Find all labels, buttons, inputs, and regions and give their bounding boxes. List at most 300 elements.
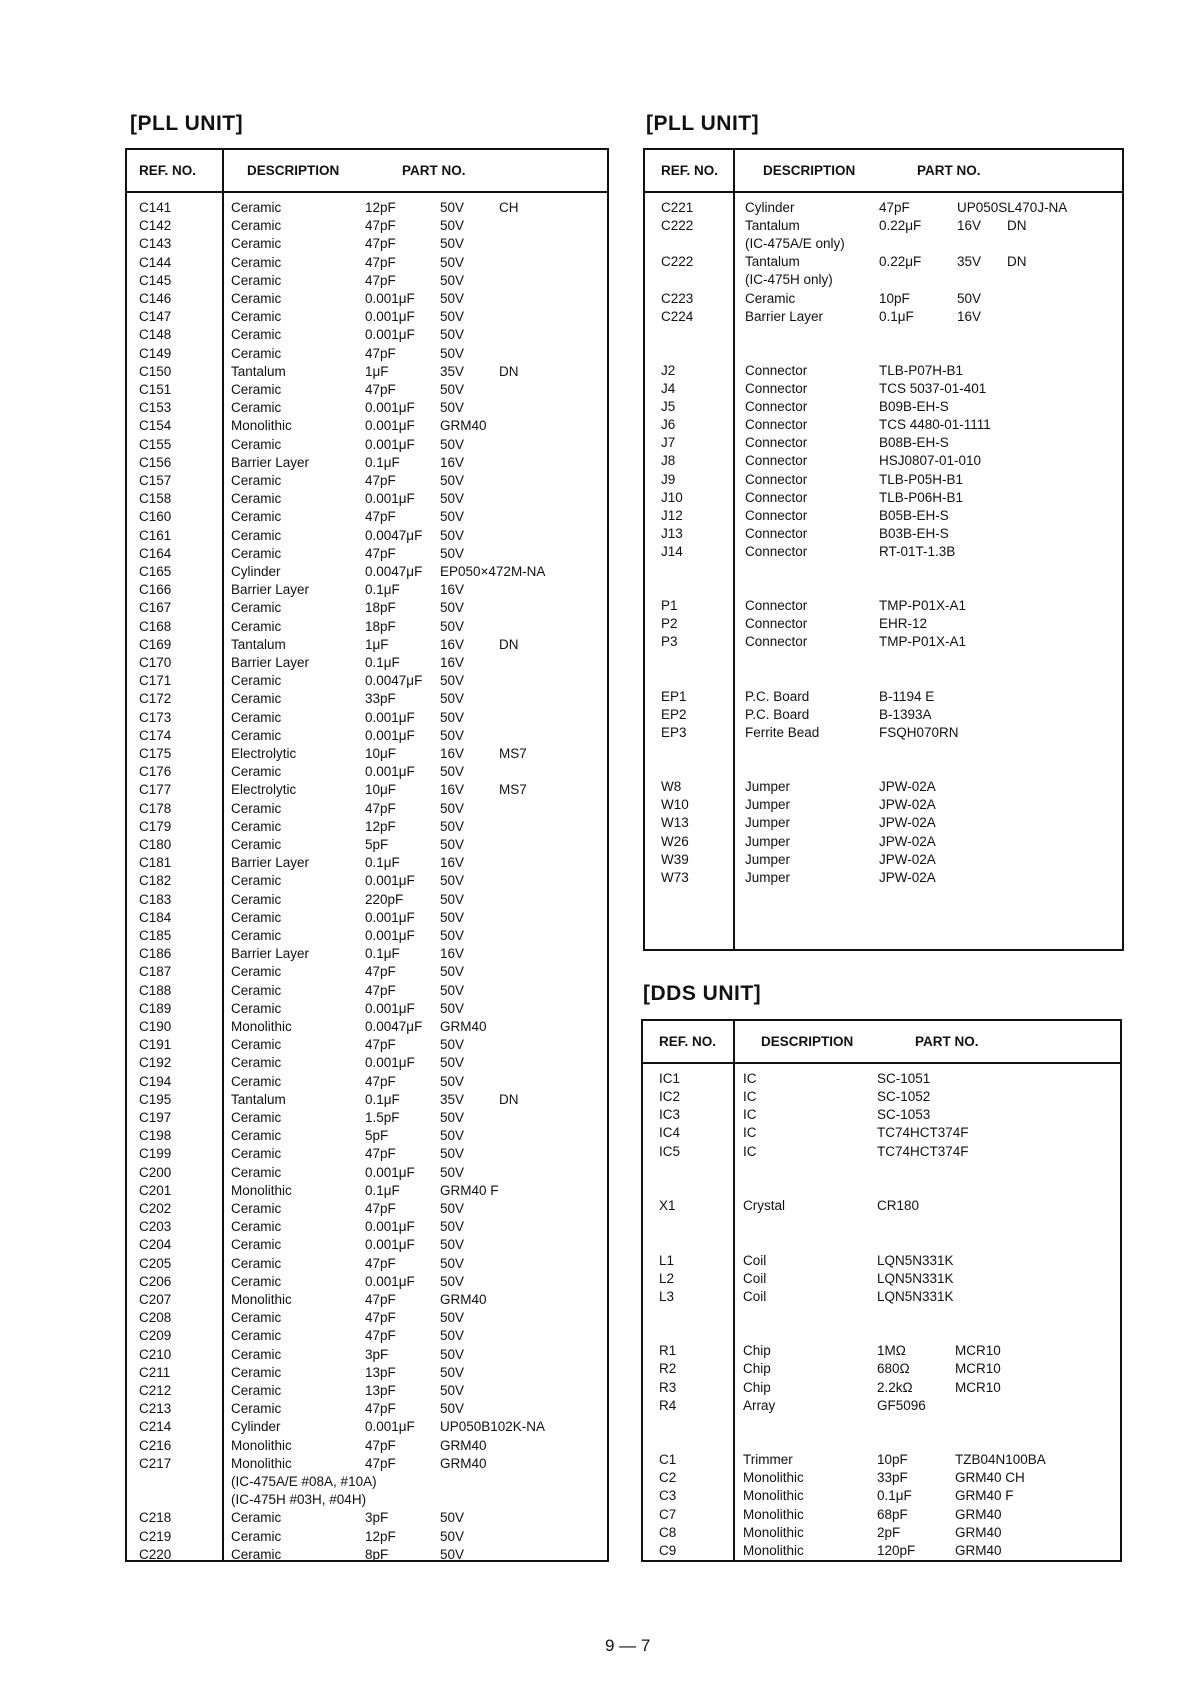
rating-cell: 16V bbox=[440, 655, 465, 670]
value-cell: 2pF bbox=[877, 1524, 901, 1540]
table-row bbox=[127, 1001, 607, 1019]
table-header bbox=[643, 1021, 1120, 1064]
table-row bbox=[127, 1328, 607, 1346]
rating-cell: 50V bbox=[440, 964, 465, 980]
ref-no-cell: C160 bbox=[139, 509, 172, 525]
value-cell: 1.5pF bbox=[365, 1110, 400, 1125]
ref-no-cell: C148 bbox=[139, 327, 172, 343]
ref-no-cell: C153 bbox=[139, 400, 172, 416]
table-row bbox=[127, 1165, 607, 1183]
rating-cell: 50V bbox=[440, 382, 465, 397]
ref-no-header: REF. NO. bbox=[661, 163, 719, 178]
value-cell: 10μF bbox=[365, 746, 397, 761]
rating-cell: MCR10 bbox=[955, 1343, 1001, 1359]
table-row bbox=[645, 761, 1122, 779]
ref-no-cell: C216 bbox=[139, 1437, 172, 1453]
description-cell: Ceramic bbox=[231, 1328, 282, 1344]
rating-cell: 16V bbox=[440, 636, 465, 652]
rating-cell: 50V bbox=[440, 818, 465, 834]
value-cell: LQN5N331K bbox=[877, 1252, 954, 1268]
description-cell: Ceramic bbox=[231, 345, 282, 361]
rating-cell: 50V bbox=[440, 1128, 465, 1144]
ref-no-cell: J8 bbox=[661, 453, 676, 469]
table-row bbox=[645, 653, 1122, 671]
description-cell: Ceramic bbox=[231, 1346, 282, 1362]
table-row bbox=[127, 1401, 607, 1419]
ref-no-cell: C197 bbox=[139, 1110, 172, 1125]
value-cell: 1μF bbox=[365, 636, 389, 652]
table-row bbox=[127, 200, 607, 218]
rating-cell: 50V bbox=[957, 290, 982, 306]
description-cell: Ceramic bbox=[231, 600, 282, 616]
table-row bbox=[645, 852, 1122, 870]
value-cell: 5pF bbox=[365, 1128, 389, 1144]
ref-no-cell: J14 bbox=[661, 543, 683, 559]
ref-no-cell: C157 bbox=[139, 473, 172, 488]
value-cell: 1MΩ bbox=[877, 1343, 906, 1359]
table-row bbox=[127, 673, 607, 691]
table-row bbox=[127, 1492, 607, 1510]
description-cell: Connector bbox=[745, 399, 808, 415]
description-cell: Ceramic bbox=[231, 1528, 282, 1544]
table-row bbox=[127, 1274, 607, 1292]
description-cell: Ceramic bbox=[231, 1037, 282, 1053]
value-cell: 47pF bbox=[365, 218, 396, 234]
description-cell: (IC-475A/E only) bbox=[745, 236, 845, 252]
ref-no-cell: C2 bbox=[659, 1470, 677, 1486]
description-cell: Ceramic bbox=[231, 527, 282, 543]
table-row bbox=[643, 1507, 1120, 1525]
value-cell: 0.001μF bbox=[365, 309, 415, 325]
value-cell: TLB-P07H-B1 bbox=[879, 362, 964, 378]
ref-no-cell: W10 bbox=[661, 797, 689, 813]
description-cell: Ceramic bbox=[231, 1055, 282, 1071]
ref-no-cell: J13 bbox=[661, 525, 683, 541]
value-cell: 47pF bbox=[365, 272, 396, 288]
rating-cell: 50V bbox=[440, 1255, 465, 1271]
dds-section-title: [DDS UNIT] bbox=[643, 982, 762, 1005]
description-cell: Coil bbox=[743, 1252, 767, 1268]
table-row bbox=[127, 346, 607, 364]
value-cell: TLB-P06H-B1 bbox=[879, 489, 964, 505]
rating-cell: 50V bbox=[440, 1383, 465, 1398]
description-cell: Ceramic bbox=[231, 218, 282, 234]
table-row bbox=[645, 544, 1122, 562]
table-row bbox=[645, 634, 1122, 652]
left-section-title: [PLL UNIT] bbox=[130, 112, 244, 135]
rating-cell: 50V bbox=[440, 928, 465, 943]
table-row bbox=[643, 1343, 1120, 1361]
note-cell: DN bbox=[499, 636, 519, 652]
ref-no-cell: C224 bbox=[661, 308, 694, 324]
description-cell: Ceramic bbox=[231, 1364, 282, 1380]
rating-cell: 50V bbox=[440, 1510, 465, 1526]
description-cell: Ceramic bbox=[231, 272, 282, 288]
rating-cell: 50V bbox=[440, 1146, 465, 1162]
value-cell: LQN5N331K bbox=[877, 1288, 954, 1304]
description-cell: Ceramic bbox=[231, 800, 282, 816]
rating-cell: 16V bbox=[440, 454, 465, 470]
description-cell: Coil bbox=[743, 1288, 767, 1304]
table-row bbox=[643, 1525, 1120, 1543]
description-cell: Ceramic bbox=[231, 327, 282, 343]
note-cell: DN bbox=[499, 1091, 519, 1107]
table-row bbox=[127, 1183, 607, 1201]
ref-no-cell: C185 bbox=[139, 928, 172, 943]
description-cell: Ceramic bbox=[231, 509, 282, 525]
description-cell: Monolithic bbox=[231, 1019, 292, 1034]
rating-cell: 50V bbox=[440, 727, 465, 743]
description-cell: Ceramic bbox=[231, 1219, 282, 1235]
description-cell: Connector bbox=[745, 543, 808, 559]
table-row bbox=[127, 691, 607, 709]
rating-cell: 50V bbox=[440, 600, 465, 616]
value-cell: 0.1μF bbox=[365, 655, 400, 670]
table-row bbox=[643, 1398, 1120, 1416]
ref-no-cell: J7 bbox=[661, 435, 676, 451]
table-row bbox=[127, 782, 607, 800]
value-cell: 120pF bbox=[877, 1542, 916, 1558]
ref-no-cell: C209 bbox=[139, 1328, 172, 1344]
ref-no-cell: C222 bbox=[661, 218, 694, 234]
rating-cell: 50V bbox=[440, 1364, 465, 1380]
table-row bbox=[643, 1162, 1120, 1180]
table-row bbox=[645, 435, 1122, 453]
ref-no-cell: J6 bbox=[661, 417, 676, 433]
description-cell: Ceramic bbox=[231, 1310, 282, 1326]
description-cell: Barrier Layer bbox=[231, 582, 310, 598]
description-cell: Connector bbox=[745, 507, 808, 523]
description-cell: Ceramic bbox=[231, 891, 282, 907]
ref-no-cell: C178 bbox=[139, 800, 172, 816]
value-cell: 0.1μF bbox=[365, 1182, 400, 1198]
ref-no-cell: C149 bbox=[139, 345, 172, 361]
rating-cell: 50V bbox=[440, 309, 465, 325]
rating-cell: 50V bbox=[440, 982, 465, 998]
description-cell: Ceramic bbox=[231, 400, 282, 416]
description-cell: Barrier Layer bbox=[231, 855, 310, 871]
description-cell: Ceramic bbox=[231, 982, 282, 998]
description-cell: Jumper bbox=[745, 851, 791, 867]
description-cell: Ceramic bbox=[231, 1510, 282, 1526]
table-row bbox=[127, 855, 607, 873]
table-row bbox=[645, 870, 1122, 888]
value-cell: 220pF bbox=[365, 891, 404, 907]
ref-no-cell: C147 bbox=[139, 309, 172, 325]
ref-no-cell: C154 bbox=[139, 418, 172, 434]
ref-no-cell: C202 bbox=[139, 1201, 172, 1216]
ref-no-cell: C1 bbox=[659, 1452, 677, 1468]
value-cell: 47pF bbox=[365, 800, 396, 816]
table-row bbox=[643, 1071, 1120, 1089]
table-row bbox=[645, 834, 1122, 852]
rating-cell: 50V bbox=[440, 327, 465, 343]
value-cell: 1μF bbox=[365, 363, 389, 379]
value-cell: 18pF bbox=[365, 600, 396, 616]
table-row bbox=[643, 1125, 1120, 1143]
rating-cell: GRM40 CH bbox=[955, 1470, 1025, 1486]
rating-cell: GRM40 bbox=[955, 1506, 1002, 1522]
rating-cell: MCR10 bbox=[955, 1361, 1001, 1377]
value-cell: 47pF bbox=[365, 1255, 396, 1271]
rating-cell: GRM40 F bbox=[440, 1182, 499, 1198]
table-row bbox=[127, 327, 607, 345]
ref-no-cell: C3 bbox=[659, 1488, 677, 1504]
dds-parts-table bbox=[641, 1019, 1122, 1562]
value-cell: HSJ0807-01-010 bbox=[879, 453, 982, 469]
ref-no-cell: C222 bbox=[661, 254, 694, 270]
rating-cell: 50V bbox=[440, 400, 465, 416]
value-cell: 0.001μF bbox=[365, 873, 415, 889]
description-cell: Barrier Layer bbox=[231, 454, 310, 470]
table-row bbox=[127, 546, 607, 564]
value-cell: TC74HCT374F bbox=[877, 1125, 969, 1141]
value-cell: 18pF bbox=[365, 618, 396, 634]
table-row bbox=[127, 764, 607, 782]
ref-no-cell: X1 bbox=[659, 1198, 676, 1214]
rating-cell: 50V bbox=[440, 1237, 465, 1253]
rating-cell: 50V bbox=[440, 527, 465, 543]
rating-cell: 50V bbox=[440, 1546, 465, 1562]
rating-cell: GRM40 bbox=[440, 1437, 487, 1453]
description-cell: Ceramic bbox=[231, 1164, 282, 1180]
ref-no-cell: J12 bbox=[661, 507, 683, 523]
rating-cell: 50V bbox=[440, 1528, 465, 1544]
rating-cell: GRM40 bbox=[955, 1542, 1002, 1558]
rating-cell: 35V bbox=[440, 1091, 465, 1107]
table-row bbox=[127, 710, 607, 728]
table-row bbox=[645, 200, 1122, 218]
value-cell: 47pF bbox=[365, 1292, 396, 1307]
rating-cell: MCR10 bbox=[955, 1379, 1001, 1395]
value-cell: 3pF bbox=[365, 1510, 389, 1526]
pll-parts-table-right bbox=[643, 148, 1124, 951]
ref-no-cell: C9 bbox=[659, 1542, 677, 1558]
value-cell: 47pF bbox=[365, 236, 396, 252]
ref-no-cell: C144 bbox=[139, 254, 172, 270]
table-row bbox=[643, 1144, 1120, 1162]
rating-cell: 50V bbox=[440, 1273, 465, 1289]
table-row bbox=[127, 528, 607, 546]
value-cell: 47pF bbox=[365, 1201, 396, 1216]
ref-no-cell: C166 bbox=[139, 582, 172, 598]
rating-cell: 16V bbox=[957, 308, 982, 324]
description-cell: Tantalum bbox=[231, 363, 286, 379]
table-row bbox=[127, 1474, 607, 1492]
rating-cell: 50V bbox=[440, 691, 465, 707]
ref-no-cell: J2 bbox=[661, 362, 676, 378]
description-cell: Array bbox=[743, 1397, 776, 1413]
rating-cell: 50V bbox=[440, 291, 465, 306]
description-cell: Connector bbox=[745, 417, 808, 433]
ref-no-cell: C199 bbox=[139, 1146, 172, 1162]
ref-no-cell: C200 bbox=[139, 1164, 172, 1180]
value-cell: TMP-P01X-A1 bbox=[879, 598, 967, 614]
ref-no-cell: C179 bbox=[139, 818, 172, 834]
table-row bbox=[643, 1198, 1120, 1216]
rating-cell: 50V bbox=[440, 1310, 465, 1326]
rating-cell: 16V bbox=[440, 746, 465, 761]
value-cell: JPW-02A bbox=[879, 869, 936, 885]
value-cell: B-1194 E bbox=[879, 688, 935, 704]
ref-no-cell: C141 bbox=[139, 200, 172, 215]
rating-cell: 50V bbox=[440, 545, 465, 561]
value-cell: 0.1μF bbox=[365, 1091, 400, 1107]
description-cell: P.C. Board bbox=[745, 706, 810, 722]
value-cell: 12pF bbox=[365, 818, 396, 834]
value-cell: 0.0047μF bbox=[365, 1019, 423, 1034]
ref-no-cell: C223 bbox=[661, 290, 694, 306]
ref-no-cell: P3 bbox=[661, 634, 678, 650]
value-cell: 0.001μF bbox=[365, 1055, 415, 1071]
table-row bbox=[645, 725, 1122, 743]
ref-no-cell: R1 bbox=[659, 1343, 677, 1359]
description-cell: Barrier Layer bbox=[231, 655, 310, 670]
table-row bbox=[127, 1146, 607, 1164]
value-cell: 10pF bbox=[877, 1452, 908, 1468]
rating-cell: 50V bbox=[440, 873, 465, 889]
ref-no-cell: W13 bbox=[661, 815, 689, 831]
table-row bbox=[643, 1234, 1120, 1252]
ref-no-cell: C150 bbox=[139, 363, 172, 379]
value-cell: RT-01T-1.3B bbox=[879, 543, 956, 559]
table-row bbox=[127, 1419, 607, 1437]
table-row bbox=[127, 1383, 607, 1401]
table-row bbox=[643, 1543, 1120, 1561]
table-row bbox=[127, 600, 607, 618]
value-cell: 0.001μF bbox=[365, 436, 415, 452]
rating-cell: GRM40 F bbox=[955, 1488, 1014, 1504]
rating-cell: 16V bbox=[440, 855, 465, 871]
ref-no-cell: C186 bbox=[139, 946, 172, 962]
rating-cell: 50V bbox=[440, 254, 465, 270]
ref-no-cell: C189 bbox=[139, 1000, 172, 1016]
rating-cell: 50V bbox=[440, 673, 465, 689]
ref-no-cell: C205 bbox=[139, 1255, 172, 1271]
ref-no-cell: C146 bbox=[139, 291, 172, 306]
description-cell: Connector bbox=[745, 634, 808, 650]
value-cell: JPW-02A bbox=[879, 833, 936, 849]
value-cell: 0.1μF bbox=[879, 308, 914, 324]
ref-no-cell: C183 bbox=[139, 891, 172, 907]
ref-no-cell: C143 bbox=[139, 236, 172, 252]
table-row bbox=[127, 637, 607, 655]
description-cell: Ceramic bbox=[231, 200, 282, 215]
value-cell: 0.1μF bbox=[365, 454, 400, 470]
table-row bbox=[645, 779, 1122, 797]
value-cell: 0.1μF bbox=[365, 855, 400, 871]
table-row bbox=[127, 1529, 607, 1547]
ref-no-cell: C211 bbox=[139, 1364, 171, 1380]
table-row bbox=[643, 1434, 1120, 1452]
ref-no-cell: IC1 bbox=[659, 1071, 681, 1086]
ref-no-cell: P1 bbox=[661, 598, 678, 614]
ref-no-cell: IC4 bbox=[659, 1125, 681, 1141]
value-cell: 0.001μF bbox=[365, 1237, 415, 1253]
table-row bbox=[127, 1292, 607, 1310]
value-cell: 0.1μF bbox=[365, 946, 400, 962]
ref-no-cell: C218 bbox=[139, 1510, 172, 1526]
value-cell: 47pF bbox=[365, 254, 396, 270]
value-cell: TCS 5037-01-401 bbox=[879, 381, 987, 396]
table-row bbox=[643, 1361, 1120, 1379]
description-cell: Connector bbox=[745, 435, 808, 451]
part-no-header: PART NO. bbox=[915, 1034, 979, 1049]
rating-cell: 50V bbox=[440, 1328, 465, 1344]
table-row bbox=[645, 272, 1122, 290]
description-cell: Ceramic bbox=[231, 382, 282, 397]
value-cell: 680Ω bbox=[877, 1361, 910, 1377]
table-row bbox=[645, 417, 1122, 435]
ref-no-cell: C7 bbox=[659, 1506, 677, 1522]
value-cell: 0.001μF bbox=[365, 1219, 415, 1235]
value-cell: 12pF bbox=[365, 1528, 396, 1544]
value-cell: 8pF bbox=[365, 1546, 389, 1562]
description-cell: Ceramic bbox=[231, 254, 282, 270]
value-cell: 47pF bbox=[365, 473, 396, 488]
description-cell: Connector bbox=[745, 616, 808, 632]
part-no-header: PART NO. bbox=[402, 163, 466, 178]
description-cell: Ceramic bbox=[231, 709, 282, 725]
rating-cell: 50V bbox=[440, 1055, 465, 1071]
table-row bbox=[127, 619, 607, 637]
rating-cell: 50V bbox=[440, 272, 465, 288]
description-cell: Ceramic bbox=[231, 436, 282, 452]
description-cell: Electrolytic bbox=[231, 782, 297, 798]
value-cell: 3pF bbox=[365, 1346, 389, 1362]
ref-no-cell: C155 bbox=[139, 436, 172, 452]
ref-no-cell: C8 bbox=[659, 1524, 677, 1540]
value-cell: EHR-12 bbox=[879, 616, 928, 632]
description-cell: Monolithic bbox=[743, 1524, 804, 1540]
value-cell: 47pF bbox=[365, 964, 396, 980]
description-cell: Connector bbox=[745, 489, 808, 505]
value-cell: 33pF bbox=[877, 1470, 908, 1486]
ref-no-cell: W8 bbox=[661, 779, 682, 795]
rating-cell: 50V bbox=[440, 436, 465, 452]
description-cell: Ceramic bbox=[231, 1000, 282, 1016]
rating-cell: 50V bbox=[440, 891, 465, 907]
rating-cell: 50V bbox=[440, 218, 465, 234]
ref-no-cell: C171 bbox=[139, 673, 172, 689]
table-row bbox=[645, 254, 1122, 272]
note-cell: MS7 bbox=[499, 782, 527, 798]
description-cell: Ceramic bbox=[231, 909, 282, 925]
value-cell: JPW-02A bbox=[879, 815, 936, 831]
ref-no-cell: C190 bbox=[139, 1019, 172, 1034]
value-cell: 13pF bbox=[365, 1364, 396, 1380]
description-cell: (IC-475H #03H, #04H) bbox=[231, 1492, 367, 1508]
table-row bbox=[643, 1452, 1120, 1470]
rating-cell: 35V bbox=[957, 254, 982, 270]
ref-no-cell: C207 bbox=[139, 1292, 172, 1307]
rating-cell: EP050×472M-NA bbox=[440, 564, 546, 579]
page-number: 9 — 7 bbox=[605, 1636, 651, 1655]
table-row bbox=[127, 364, 607, 382]
table-row bbox=[127, 400, 607, 418]
description-cell: Monolithic bbox=[231, 1182, 292, 1198]
description-cell: Ceramic bbox=[231, 928, 282, 943]
description-cell: Ferrite Bead bbox=[745, 724, 820, 740]
value-cell: JPW-02A bbox=[879, 851, 936, 867]
ref-no-cell: C214 bbox=[139, 1419, 172, 1435]
note-cell: DN bbox=[1007, 254, 1027, 270]
table-row bbox=[643, 1180, 1120, 1198]
description-cell: Trimmer bbox=[743, 1452, 793, 1468]
ref-no-cell: IC5 bbox=[659, 1143, 681, 1159]
description-cell: Monolithic bbox=[743, 1542, 804, 1558]
value-cell: 47pF bbox=[365, 1037, 396, 1053]
